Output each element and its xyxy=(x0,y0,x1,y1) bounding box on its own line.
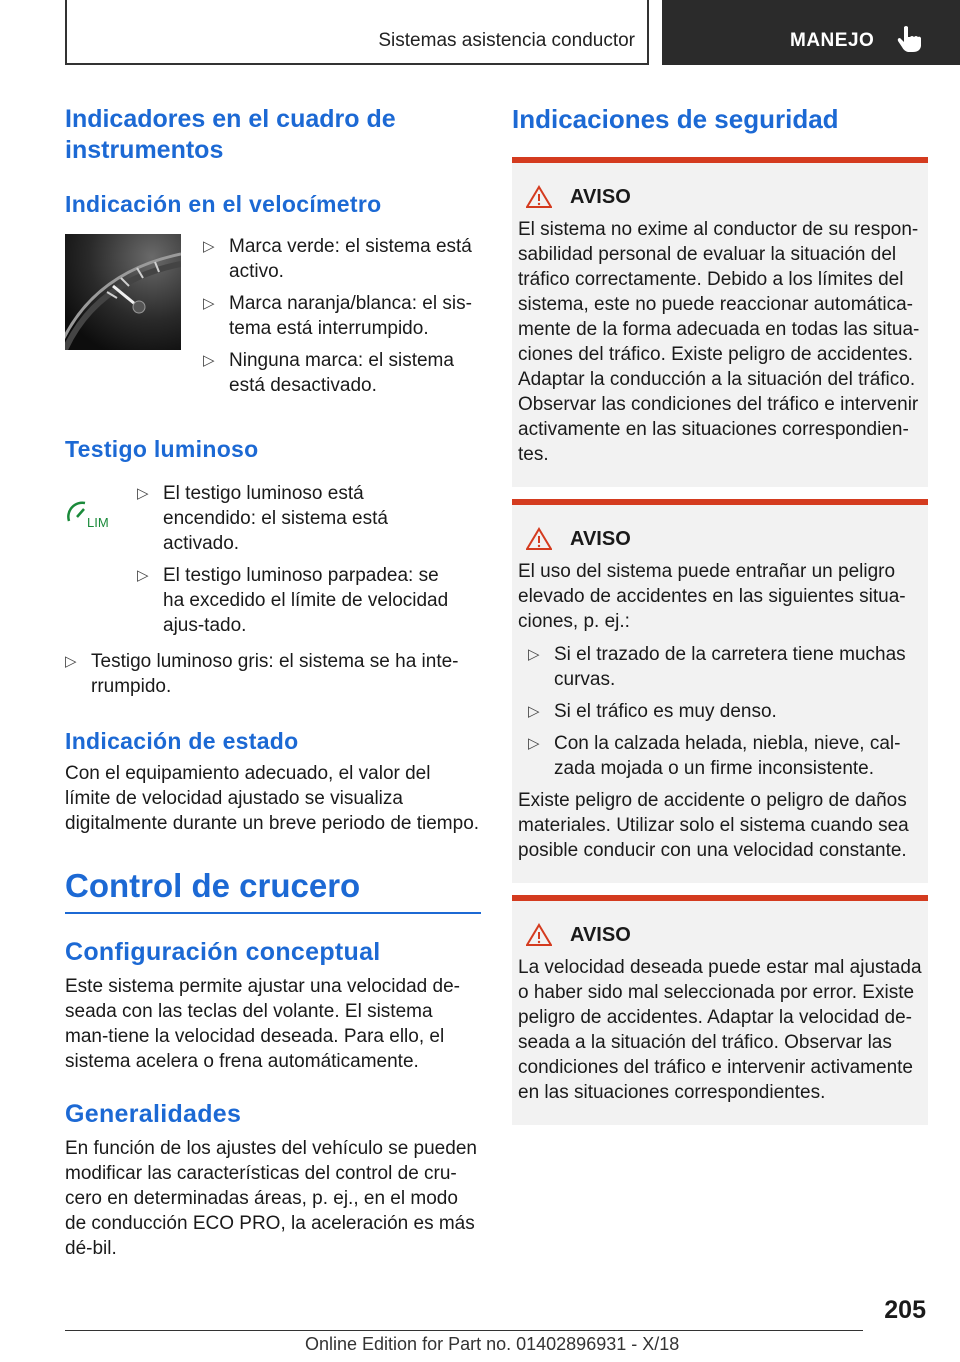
warning-triangle-icon xyxy=(526,527,552,551)
triangle-right-icon: ▷ xyxy=(203,295,215,312)
lim-label: LIM xyxy=(87,515,109,530)
heading-generalidades: Generalidades xyxy=(65,1100,242,1128)
header-section-title: Sistemas asistencia conductor xyxy=(378,30,635,51)
list-item: ▷ Si el tráfico es muy denso. xyxy=(528,701,777,722)
warning-triangle-icon xyxy=(526,923,552,947)
triangle-right-icon: ▷ xyxy=(203,238,215,255)
list-item: ▷ Marca verde: el sistema está activo. xyxy=(203,236,472,282)
header-chapter-title: MANEJO xyxy=(790,30,875,51)
heading-seguridad: Indicaciones de seguridad xyxy=(512,104,839,134)
warning-text: La velocidad deseada puede estar mal ajustada o haber sido mal seleccionada por error. Existe peligro de accidentes. Adaptar la velocidad de-seada a la situación del tráfico. Observar las condiciones del tráfico e intervenir activamente en las situaciones correspondientes. xyxy=(518,957,922,1103)
speedometer-image xyxy=(65,234,181,350)
triangle-right-icon: ▷ xyxy=(528,735,540,752)
warning-list xyxy=(528,642,922,781)
header-section-tab xyxy=(65,0,649,65)
warning-header xyxy=(518,185,922,209)
warning-box-1 xyxy=(512,157,928,487)
warning-box-3 xyxy=(512,895,928,1125)
triangle-right-icon: ▷ xyxy=(65,653,77,670)
warning-title: AVISO xyxy=(570,185,631,208)
warning-title: AVISO xyxy=(570,923,631,946)
warning-triangle-icon xyxy=(526,185,552,209)
triangle-right-icon: ▷ xyxy=(137,485,149,502)
heading-velocimetro: Indicación en el velocímetro xyxy=(65,191,382,217)
list-item: ▷ El testigo luminoso parpadea: se ha excedido el límite de velocidad ajus-tado. xyxy=(137,565,449,636)
warning-header xyxy=(518,923,922,947)
footer-divider xyxy=(65,1330,863,1331)
list-item: ▷ Si el trazado de la carretera tiene muchas curvas. xyxy=(528,644,906,690)
warning-text: El sistema no exime al conductor de su respon-sabilidad personal de evaluar la situación del tráfico correctamente. Debido a los límites del sistema, este no puede reaccionar automática-mente de la forma adecuada en todas las situa-ciones del tráfico. Existe peligro de accidentes. Adaptar la conducción a la situación del tráfico. Observar las condiciones del tráfico e intervenir activamente en las situaciones correspondien-tes. xyxy=(518,219,920,465)
triangle-right-icon: ▷ xyxy=(528,703,540,720)
warning-outro: Existe peligro de accidente o peligro de daños materiales. Utilizar solo el sistema cuando sea posible conducir con una velocidad constante. xyxy=(518,790,909,861)
right-column xyxy=(512,104,928,1125)
velo-block xyxy=(65,234,481,405)
triangle-right-icon: ▷ xyxy=(528,646,540,663)
heading-configuracion: Configuración conceptual xyxy=(65,938,381,966)
triangle-right-icon: ▷ xyxy=(137,567,149,584)
list-item: ▷ Ninguna marca: el sistema está desactivado. xyxy=(203,350,454,396)
left-column xyxy=(65,104,481,1261)
heading-testigo: Testigo luminoso xyxy=(65,436,259,462)
estado-paragraph: Con el equipamiento adecuado, el valor del límite de velocidad ajustado se visualiza digitalmente durante un breve periodo de tiempo. xyxy=(65,763,480,834)
list-item: ▷ Con la calzada helada, niebla, nieve, cal-zada mojada o un firme inconsistente. xyxy=(528,733,901,779)
triangle-right-icon: ▷ xyxy=(203,352,215,369)
general-paragraph: En función de los ajustes del vehículo se pueden modificar las características del control de cru-cero en determinadas áreas, p. ej., en el modo de conducción ECO PRO, la aceleración es más dé-bil. xyxy=(65,1138,477,1259)
list-item: ▷ Testigo luminoso gris: el sistema se ha inte-rrumpido. xyxy=(65,651,459,697)
heading-indicadores: Indicadores en el cuadro de instrumentos xyxy=(65,105,396,164)
list-item: ▷ Marca naranja/blanca: el sis-tema está interrumpido. xyxy=(203,293,472,339)
list-item: ▷ El testigo luminoso está encendido: el sistema está activado. xyxy=(137,483,388,554)
heading-control-crucero: Control de crucero xyxy=(65,866,481,914)
page-number: 205 xyxy=(884,1296,926,1324)
velo-list xyxy=(203,234,473,405)
footer-edition: Online Edition for Part no. 01402896931 - X/18 xyxy=(305,1334,680,1354)
testigo-gris-list xyxy=(65,649,465,699)
testigo-block xyxy=(65,481,481,645)
heading-estado: Indicación de estado xyxy=(65,728,299,754)
testigo-list xyxy=(137,481,457,645)
warning-intro: El uso del sistema puede entrañar un peligro elevado de accidentes en las siguientes situa-ciones, p. ej.: xyxy=(518,561,906,632)
warning-title: AVISO xyxy=(570,527,631,550)
speedometer-graphic xyxy=(65,234,181,350)
speed-limiter-icon xyxy=(65,481,137,645)
header-chapter-tab xyxy=(662,0,960,65)
hand-pointer-icon xyxy=(894,24,924,54)
config-paragraph: Este sistema permite ajustar una velocidad de-seada con las teclas del volante. El sistema man-tiene la velocidad deseada. Para ello, el sistema acelera o frena automáticamente. xyxy=(65,976,460,1072)
warning-box-2 xyxy=(512,499,928,883)
warning-header xyxy=(518,527,922,551)
